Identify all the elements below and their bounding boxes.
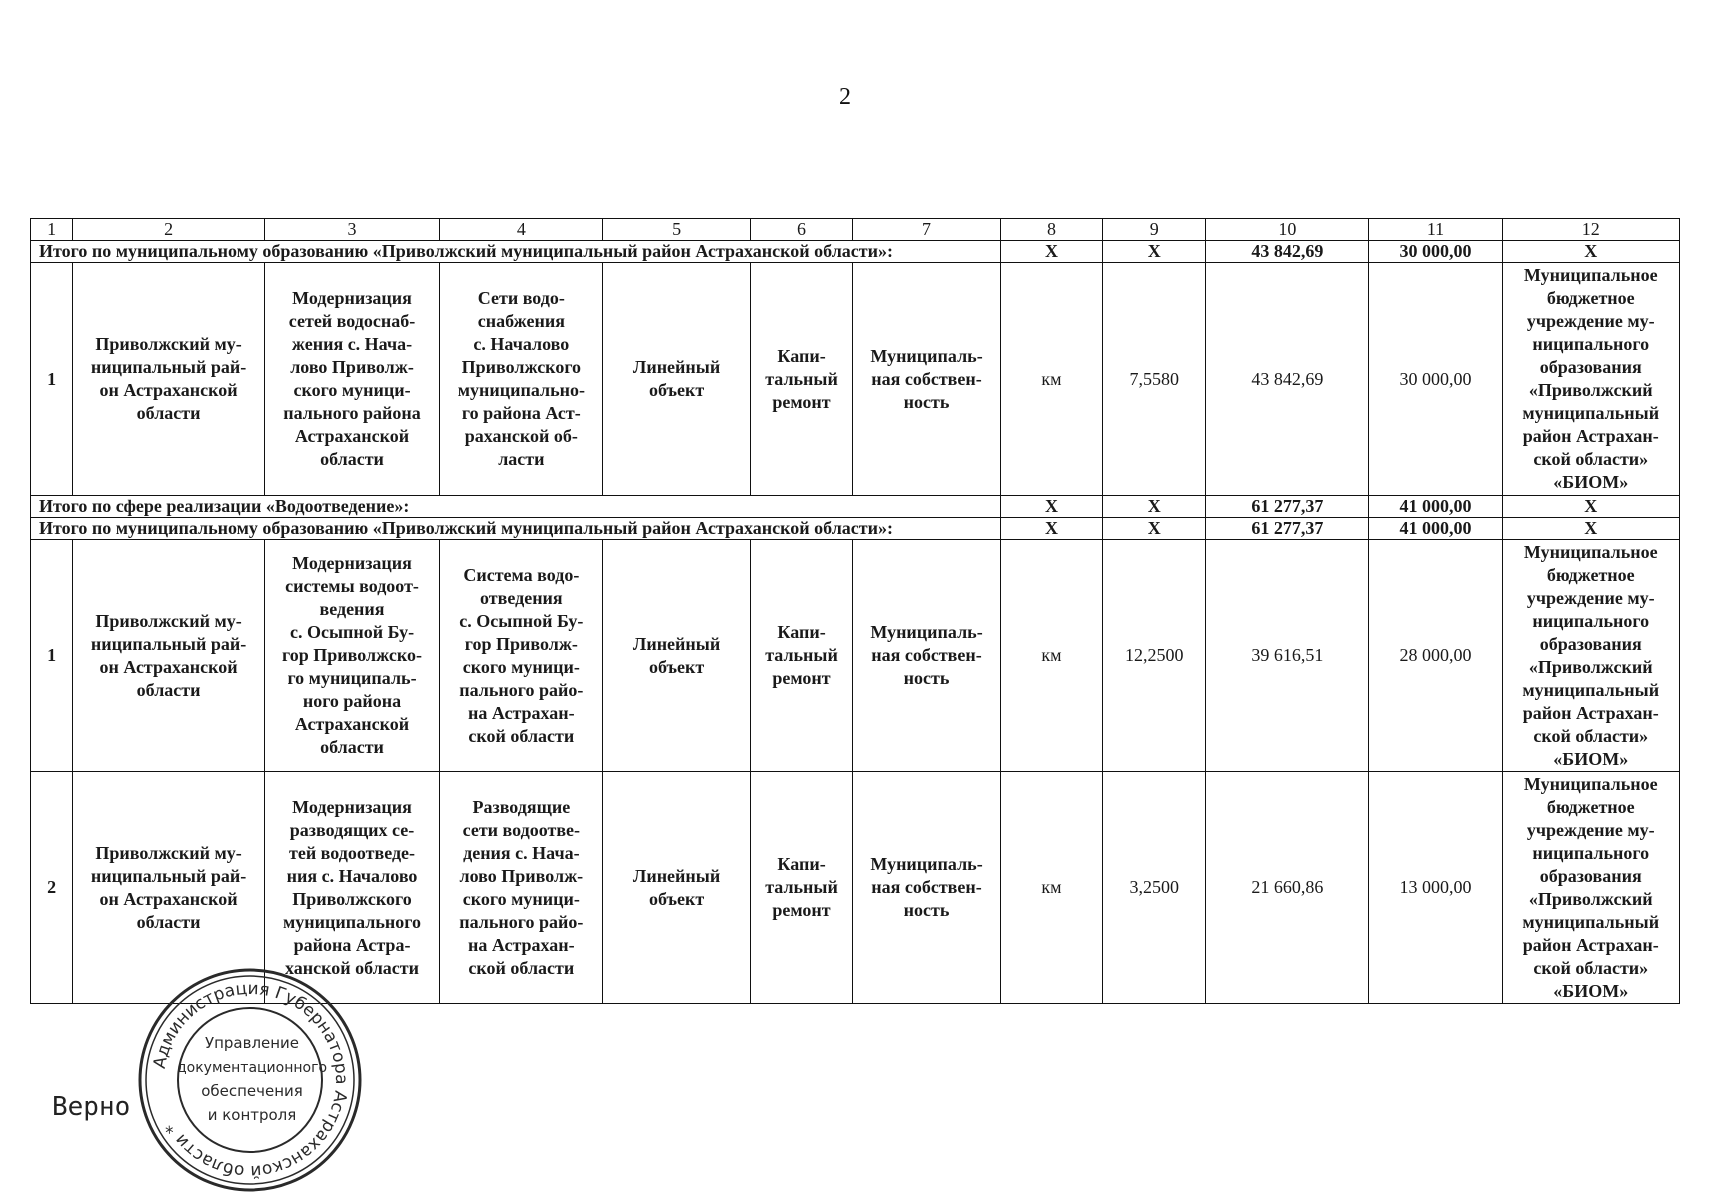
total-value: 41 000,00 xyxy=(1369,518,1502,540)
total-row xyxy=(31,241,1680,263)
column-number: 1 xyxy=(31,219,73,241)
verno-signature-label: Верно xyxy=(52,1092,131,1122)
municipality-cell: Приволжский му- ниципальный рай- он Астраханской области xyxy=(73,263,265,496)
total-value: Х xyxy=(1502,241,1679,263)
column-number: 2 xyxy=(73,219,265,241)
work-type-cell: Капи- тальный ремонт xyxy=(750,772,853,1004)
column-number: 4 xyxy=(440,219,603,241)
funding-cell: 13 000,00 xyxy=(1369,772,1502,1004)
total-value: Х xyxy=(1502,496,1679,518)
column-number: 7 xyxy=(853,219,1000,241)
total-value: Х xyxy=(1000,518,1103,540)
row-number: 2 xyxy=(31,772,73,1004)
event-cell: Модернизация разводящих се- тей водоотведе- ния с. Началово Приволжского муниципального района Астра- ханской области xyxy=(264,772,439,1004)
unit-cell: км xyxy=(1000,263,1103,496)
object-type-cell: Линейный объект xyxy=(603,772,750,1004)
column-number: 9 xyxy=(1103,219,1206,241)
total-value: 61 277,37 xyxy=(1206,518,1369,540)
funding-cell: 30 000,00 xyxy=(1369,263,1502,496)
table-row xyxy=(31,540,1680,772)
seal-stamp xyxy=(136,966,364,1194)
ownership-cell: Муниципаль- ная собствен- ность xyxy=(853,772,1000,1004)
column-number: 3 xyxy=(264,219,439,241)
total-value: Х xyxy=(1103,241,1206,263)
page-number: 2 xyxy=(839,84,851,110)
total-value: Х xyxy=(1000,241,1103,263)
object-type-cell: Линейный объект xyxy=(603,540,750,772)
column-number: 6 xyxy=(750,219,853,241)
column-number: 8 xyxy=(1000,219,1103,241)
column-number: 12 xyxy=(1502,219,1679,241)
total-value: Х xyxy=(1000,496,1103,518)
object-cell: Сети водо- снабжения с. Началово Приволжского муниципально- го района Аст- раханской об- ласти xyxy=(440,263,603,496)
customer-cell: Муниципальное бюджетное учреждение му- ниципального образования «Приволжский муниципальный район Астрахан- ской области» «БИОМ» xyxy=(1502,772,1679,1004)
work-type-cell: Капи- тальный ремонт xyxy=(750,263,853,496)
seal-line-3: обеспечения xyxy=(201,1082,303,1100)
municipality-cell: Приволжский му- ниципальный рай- он Астраханской области xyxy=(73,772,265,1004)
seal-line-2: документационного xyxy=(176,1060,328,1076)
ownership-cell: Муниципаль- ная собствен- ность xyxy=(853,263,1000,496)
total-value: 30 000,00 xyxy=(1369,241,1502,263)
capacity-cell: 3,2500 xyxy=(1103,772,1206,1004)
unit-cell: км xyxy=(1000,772,1103,1004)
customer-cell: Муниципальное бюджетное учреждение му- ниципального образования «Приволжский муниципальный район Астрахан- ской области» «БИОМ» xyxy=(1502,540,1679,772)
table-row xyxy=(31,263,1680,496)
program-table xyxy=(30,218,1680,1004)
column-number: 5 xyxy=(603,219,750,241)
total-value: Х xyxy=(1103,496,1206,518)
row-number: 1 xyxy=(31,263,73,496)
capacity-cell: 7,5580 xyxy=(1103,263,1206,496)
customer-cell: Муниципальное бюджетное учреждение му- ниципального образования «Приволжский муниципальный район Астрахан- ской области» «БИОМ» xyxy=(1502,263,1679,496)
table-body xyxy=(31,219,1680,1004)
event-cell: Модернизация системы водоот- ведения с. Осыпной Бу- гор Приволжско- го муниципаль- ного района Астраханской области xyxy=(264,540,439,772)
row-number: 1 xyxy=(31,540,73,772)
total-row xyxy=(31,496,1680,518)
seal-line-1: Управление xyxy=(204,1034,300,1052)
municipality-cell: Приволжский му- ниципальный рай- он Астраханской области xyxy=(73,540,265,772)
total-value: 61 277,37 xyxy=(1206,496,1369,518)
total-value: 43 842,69 xyxy=(1206,241,1369,263)
total-value: Х xyxy=(1502,518,1679,540)
total-label: Итого по муниципальному образованию «Приволжский муниципальный район Астраханской области»: xyxy=(31,518,1001,540)
capacity-cell: 12,2500 xyxy=(1103,540,1206,772)
ownership-cell: Муниципаль- ная собствен- ность xyxy=(853,540,1000,772)
total-label: Итого по муниципальному образованию «Приволжский муниципальный район Астраханской области»: xyxy=(31,241,1001,263)
column-number-row xyxy=(31,219,1680,241)
object-cell: Разводящие сети водоотве- дения с. Нача- лово Приволж- ского муници- пального райо- на Астрахан- ской области xyxy=(440,772,603,1004)
seal-line-4: и контроля xyxy=(207,1106,297,1124)
total-label: Итого по сфере реализации «Водоотведение»: xyxy=(31,496,1001,518)
cost-cell: 43 842,69 xyxy=(1206,263,1369,496)
object-type-cell: Линейный объект xyxy=(603,263,750,496)
total-value: Х xyxy=(1103,518,1206,540)
total-row xyxy=(31,518,1680,540)
event-cell: Модернизация сетей водоснаб- жения с. Нача- лово Приволж- ского муници- пального района Астраханской области xyxy=(264,263,439,496)
cost-cell: 39 616,51 xyxy=(1206,540,1369,772)
column-number: 10 xyxy=(1206,219,1369,241)
cost-cell: 21 660,86 xyxy=(1206,772,1369,1004)
object-cell: Система водо- отведения с. Осыпной Бу- гор Приволж- ского муници- пального райо- на Астрахан- ской области xyxy=(440,540,603,772)
unit-cell: км xyxy=(1000,540,1103,772)
funding-cell: 28 000,00 xyxy=(1369,540,1502,772)
work-type-cell: Капи- тальный ремонт xyxy=(750,540,853,772)
seal-ring-text: Администрация Губернатора Астраханской области * xyxy=(149,978,352,1182)
column-number: 11 xyxy=(1369,219,1502,241)
total-value: 41 000,00 xyxy=(1369,496,1502,518)
